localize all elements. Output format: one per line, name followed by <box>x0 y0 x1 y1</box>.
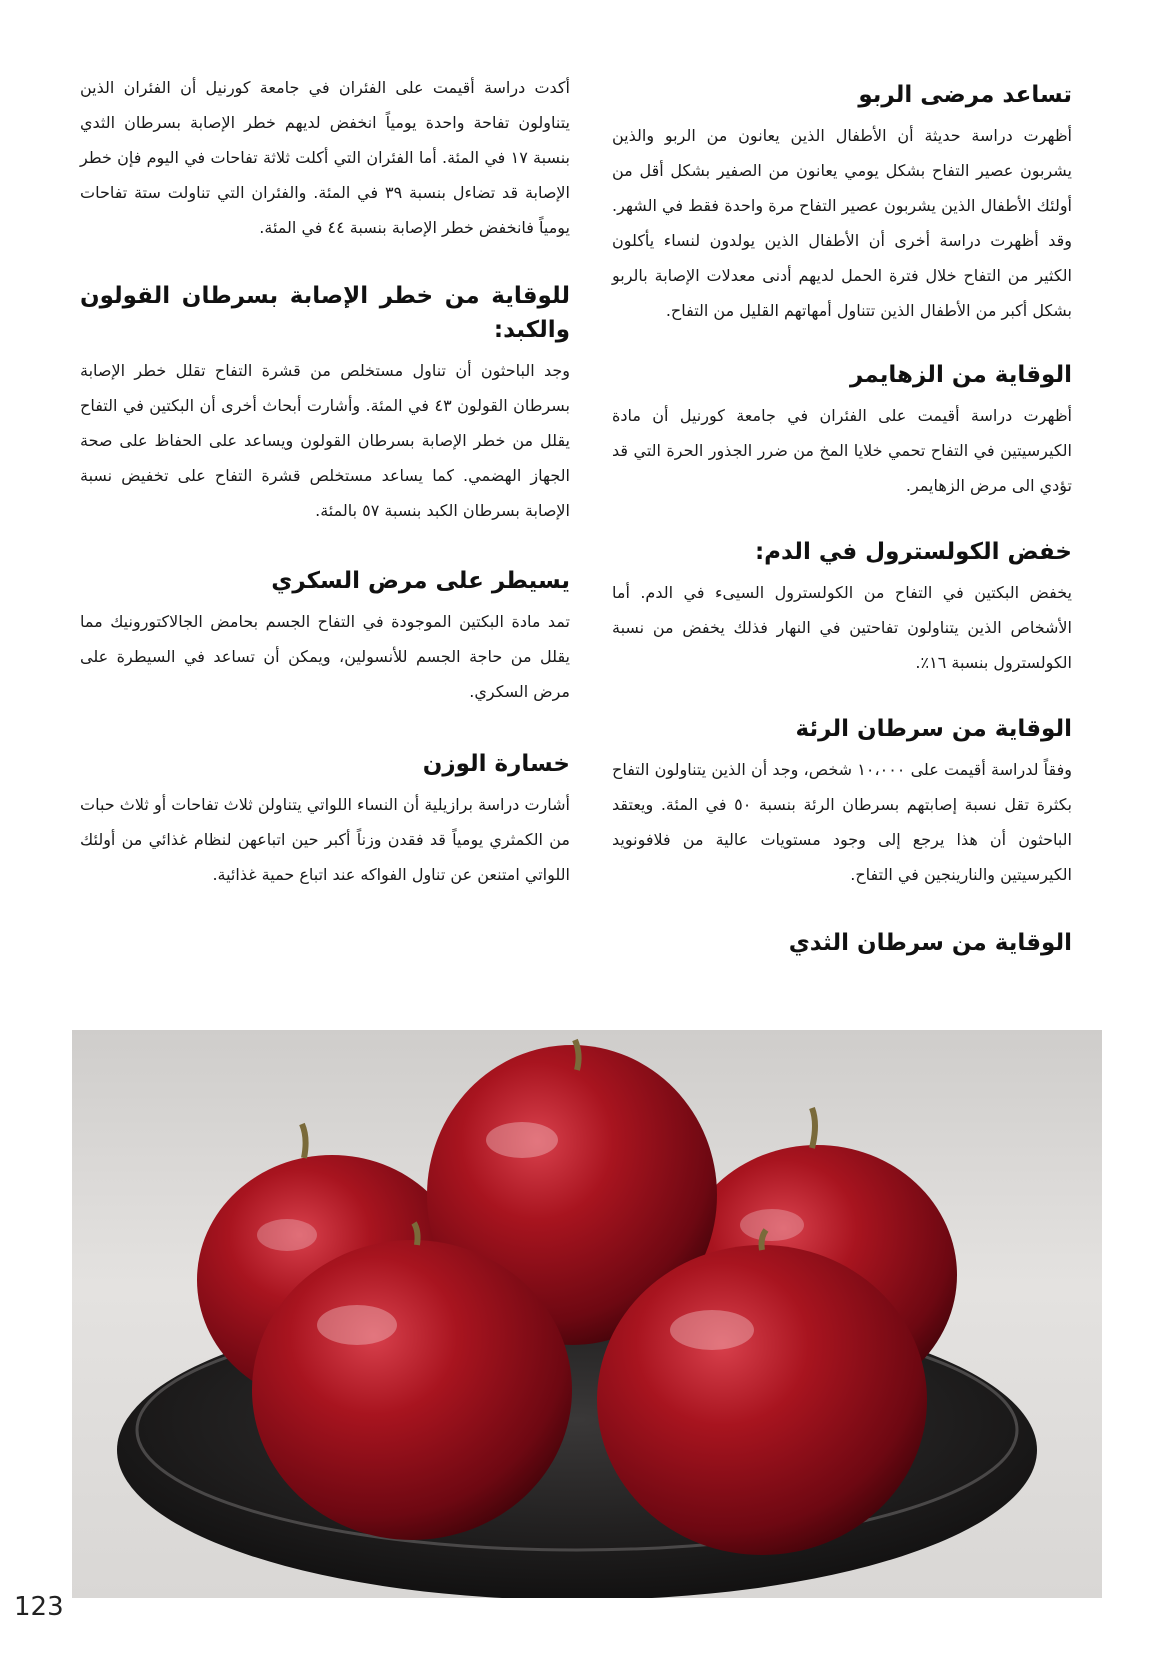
section-alzheimer <box>612 358 1072 503</box>
section-heading: للوقاية من خطر الإصابة بسرطان القولون والكبد: <box>80 283 570 343</box>
section-colon-liver-cancer <box>80 279 570 528</box>
section-body: أظهرت دراسة أقيمت على الفئران في جامعة كورنيل أن مادة الكيرسيتين في التفاح تحمي خلايا المخ من ضرر الجذور الحرة التي قد تؤدي الى مرض الزهايمر. <box>612 406 1072 495</box>
section-heading: تساعد مرضى الربو <box>858 82 1072 108</box>
apples-photo <box>72 1030 1102 1598</box>
section-heading: الوقاية من سرطان الرئة <box>795 716 1072 742</box>
section-body: تمد مادة البكتين الموجودة في التفاح الجسم بحامض الجالاكتورونيك مما يقلل من حاجة الجسم للأنسولين، ويمكن أن تساعد في السيطرة على مرض السكري. <box>80 612 570 701</box>
section-diabetes <box>80 564 570 709</box>
apples-illustration <box>72 1030 1102 1598</box>
section-body: وفقاً لدراسة أقيمت على ١٠،٠٠٠ شخص، وجد أن الذين يتناولون التفاح بكثرة تقل نسبة إصابتهم بسرطان الرئة بنسبة ٥٠ في المئة. ويعتقد الباحثون أن هذا يرجع إلى وجود مستويات عالية من فلافونويد الكيرسيتين والنارينجين في التفاح. <box>612 760 1073 884</box>
right-column <box>612 70 1072 966</box>
section-breast-cancer <box>612 926 1072 960</box>
section-asthma <box>612 78 1072 328</box>
page-number: 123 <box>14 1592 64 1622</box>
section-heading: الوقاية من الزهايمر <box>850 362 1072 388</box>
section-heading: الوقاية من سرطان الثدي <box>788 930 1072 956</box>
section-weight-loss <box>80 747 570 892</box>
section-body: أشارت دراسة برازيلية أن النساء اللواتي يتناولن ثلاث تفاحات أو ثلاث حبات من الكمثري يومياً قد فقدن وزناً أكبر حين اتباعهن لنظام غذائي من أولئك اللواتي امتنعن عن تناول الفواكه عند اتباع حمية غذائية. <box>80 795 570 884</box>
section-heading: خسارة الوزن <box>422 751 570 777</box>
section-body: أظهرت دراسة حديثة أن الأطفال الذين يعانون من الربو والذين يشربون عصير التفاح بشكل يومي يعانون من الصفير بشكل أقل من أولئك الأطفال الذين يشربون عصير التفاح مرة واحدة فقط في الشهر. وقد أظهرت دراسة أخرى أن الأطفال الذين يولدون لنساء يأكلون الكثير من التفاح خلال فترة الحمل لديهم أدنى معدلات الإصابة بالربو بشكل أكبر من الأطفال الذين تتناول أمهاتهم القليل من التفاح. <box>612 126 1072 320</box>
left-column <box>80 70 570 892</box>
section-lung-cancer <box>612 712 1072 892</box>
section-heading: يسيطر على مرض السكري <box>271 568 570 594</box>
section-body: يخفض البكتين في التفاح من الكولسترول السيىء في الدم. أما الأشخاص الذين يتناولون تفاحتين في النهار فذلك يخفض من نسبة الكولسترول بنسبة ١٦٪. <box>612 583 1072 672</box>
section-body: وجد الباحثون أن تناول مستخلص من قشرة التفاح تقلل خطر الإصابة بسرطان القولون ٤٣ في المئة. وأشارت أبحاث أخرى أن البكتين في التفاح يقلل من خطر الإصابة بسرطان القولون ويساعد على الحفاظ على صحة الجهاز الهضمي. كما يساعد مستخلص قشرة التفاح على تخفيض نسبة الإصابة بسرطان الكبد بنسبة ٥٧ بالمئة. <box>80 361 571 520</box>
section-cholesterol <box>612 535 1072 680</box>
section-heading: خفض الكولسترول في الدم: <box>754 539 1072 565</box>
breast-cancer-body: أكدت دراسة أقيمت على الفئران في جامعة كورنيل أن الفئران الذين يتناولون تفاحة واحدة يومياً انخفض لديهم خطر الإصابة بسرطان الثدي بنسبة ١٧ في المئة. أما الفئران التي أكلت ثلاثة تفاحات في اليوم فإن خطر الإصابة قد تضاءل بنسبة ٣٩ في المئة. والفئران التي تناولت ستة تفاحات يومياً فانخفض خطر الإصابة بنسبة ٤٤ في المئة. <box>80 78 571 237</box>
